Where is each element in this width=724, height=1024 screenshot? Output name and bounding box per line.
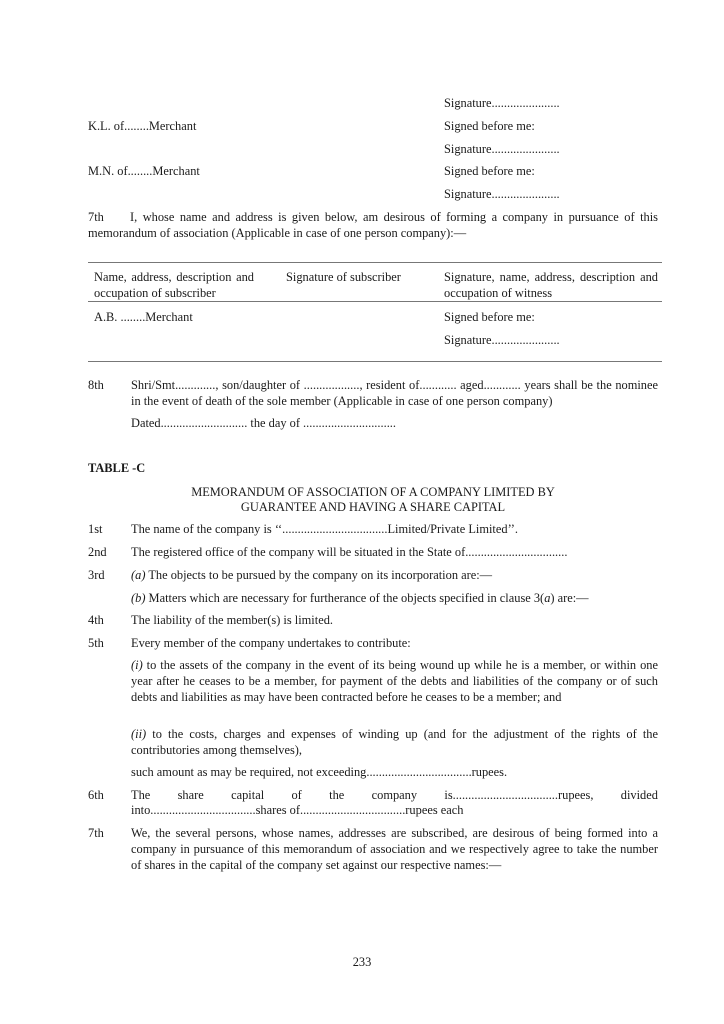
clause-6th-word: share [177, 788, 204, 802]
signed-before-me-1: Signed before me: [444, 119, 535, 133]
clause-6th-word: divided [620, 788, 658, 802]
table-bottom-rule [88, 361, 662, 362]
clause-8th-text: Shri/Smt............., son/daughter of .................., resident of............ aged............ years shall be the nominee in the event of death of the sole member (Applicable in case of one person company) [131, 378, 658, 408]
clause-number-2nd: 2nd [88, 545, 107, 559]
table-top-rule [88, 262, 662, 263]
clause-3rd-b-italic: a [544, 591, 551, 605]
table-c-title-line1: MEMORANDUM OF ASSOCIATION OF A COMPANY LIMITED BY [191, 485, 555, 499]
clause-number-1st: 1st [88, 522, 103, 536]
clause-7th-opc-text: I, whose name and address is given below, am desirous of forming a company in pursuance of this memorandum of association (Applicable in case of one person company):— [88, 210, 658, 240]
clause-6th-line2: into..................................shares of..................................rupees each [131, 803, 464, 817]
clause-7th-text: We, the several persons, whose names, addresses are subscribed, are desirous of being formed into a company in pursuance of this memorandum of association and we respectively agree to take the number of shares in the capital of the company set against our respective names:— [131, 826, 658, 872]
clause-3rd-b-label: (b) [131, 591, 146, 605]
table-header-subscriber: Name, address, description and occupation of subscriber [94, 270, 254, 300]
table-header-witness: Signature, name, address, description and occupation of witness [444, 270, 658, 300]
clause-4th-text: The liability of the member(s) is limited. [131, 613, 333, 627]
page-number: 233 [352, 955, 372, 969]
table-header-rule [88, 301, 662, 302]
clause-6th-line1 [131, 787, 658, 803]
table-header-signature: Signature of subscriber [286, 270, 401, 284]
clause-number-7th-opc: 7th [88, 210, 104, 224]
clause-2nd-text: The registered office of the company will be situated in the State of................................. [131, 545, 568, 559]
signature-line-1: Signature...................... [444, 96, 560, 110]
clause-3rd-b-text-post: ) are:— [550, 591, 589, 605]
table-row-signature: Signature...................... [444, 333, 560, 347]
table-row-subscriber-ab: A.B. ........Merchant [94, 310, 193, 324]
clause-6th-word: the [329, 788, 345, 802]
clause-number-8th: 8th [88, 378, 104, 392]
clause-5th-sub-i-text: to the assets of the company in the event of its being wound up while he is a member, or within one year after he ceases to be a member, for payment of the debts and liabilities of the company or of such debts and liabilities as may have been contracted before he ceases to be a member; and [131, 658, 658, 704]
table-c-heading: TABLE -C [88, 461, 146, 475]
clause-3rd-b [131, 590, 589, 606]
clause-5th-sub-ii [131, 726, 658, 758]
clause-6th-word: is..................................rupees, [444, 788, 594, 802]
clause-6th-word: company [371, 788, 418, 802]
table-c-title-line2: GUARANTEE AND HAVING A SHARE CAPITAL [240, 500, 506, 514]
clause-6th-word: of [291, 788, 302, 802]
clause-5th-text: Every member of the company undertakes to contribute: [131, 636, 411, 650]
subscriber-mn: M.N. of........Merchant [88, 164, 200, 178]
signature-line-2: Signature...................... [444, 142, 560, 156]
clause-6th-word: capital [231, 788, 265, 802]
signed-before-me-2: Signed before me: [444, 164, 535, 178]
clause-3rd-a-label: (a) [131, 568, 146, 582]
clause-3rd-a-text: The objects to be pursued by the company on its incorporation are:— [145, 568, 493, 582]
clause-8th-dated: Dated............................ the day of .............................. [131, 416, 396, 430]
clause-5th-sub-i [131, 657, 658, 705]
clause-1st-text: The name of the company is ‘‘..................................Limited/Private Limited’’. [131, 522, 519, 536]
clause-number-4th: 4th [88, 613, 104, 627]
clause-number-6th: 6th [88, 788, 104, 802]
clause-5th-sub-ii-label: (ii) [131, 727, 147, 741]
clause-number-7th: 7th [88, 826, 104, 840]
table-row-signed-before: Signed before me: [444, 310, 535, 324]
subscriber-kl: K.L. of........Merchant [88, 119, 197, 133]
signature-line-3: Signature...................... [444, 187, 560, 201]
clause-5th-amount: such amount as may be required, not exceeding..................................rupees. [131, 765, 508, 779]
clause-5th-sub-i-label: (i) [131, 658, 143, 672]
clause-6th-word: The [131, 788, 151, 802]
clause-5th-sub-ii-text: to the costs, charges and expenses of winding up (and for the adjustment of the rights of the contributories among themselves), [131, 727, 658, 757]
clause-3rd-a [131, 567, 492, 583]
clause-number-3rd: 3rd [88, 568, 105, 582]
clause-number-5th: 5th [88, 636, 104, 650]
clause-3rd-b-text-pre: Matters which are necessary for furtherance of the objects specified in clause 3( [145, 591, 545, 605]
